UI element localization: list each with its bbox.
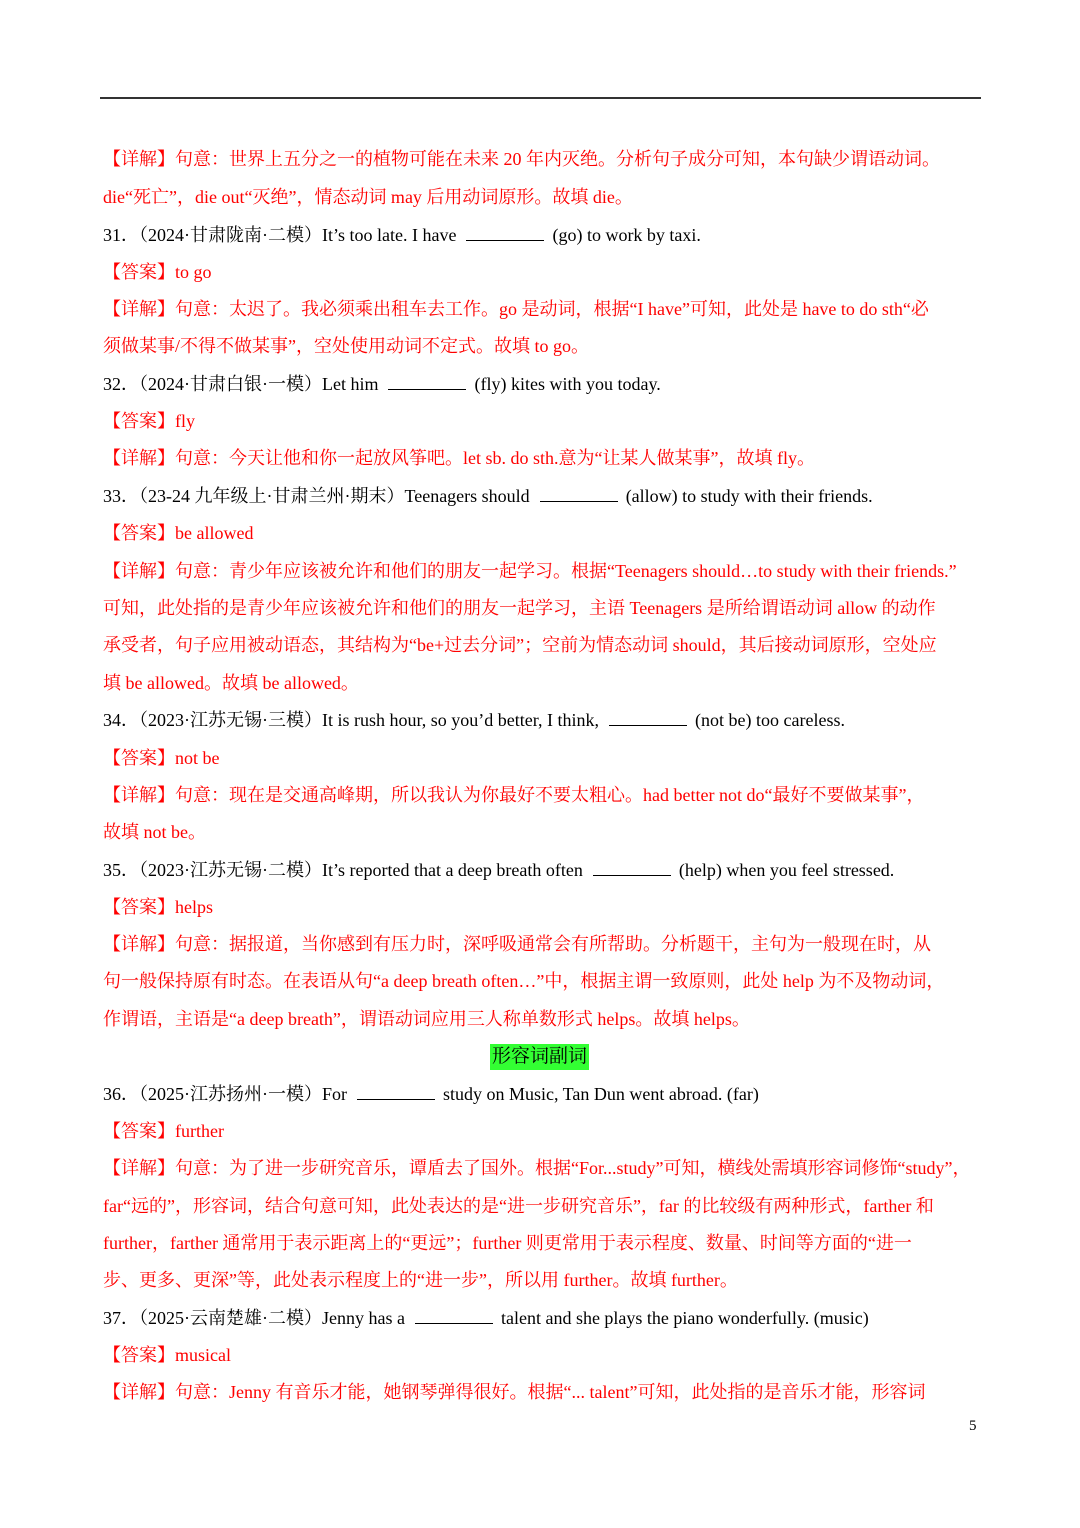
answer-35: 【答案】helps — [103, 897, 213, 917]
question-33: 33．（23-24 九年级上·甘肃兰州·期末）Teenagers should (allow) to study with their friends. — [103, 486, 873, 506]
explanation-34: 故填 not be。 — [103, 822, 206, 842]
explanation-33: 可知，此处指的是青少年应该被允许和他们的朋友一起学习，主语 Teenagers 是所给谓语动词 allow 的动作 — [103, 598, 936, 618]
question-32: 32．（2024·甘肃白银·一模）Let him (fly) kites with you today. — [103, 374, 661, 394]
fill-blank — [388, 375, 466, 390]
fill-blank — [357, 1085, 435, 1100]
fill-blank — [415, 1309, 493, 1324]
explanation-36: 步、更多、更深”等，此处表示程度上的“进一步”，所以用 further。故填 further。 — [103, 1270, 738, 1290]
fill-blank — [466, 226, 544, 241]
explanation-33: 填 be allowed。故填 be allowed。 — [103, 673, 359, 693]
fill-blank — [540, 487, 618, 502]
question-35: 35．（2023·江苏无锡·二模）It’s reported that a deep breath often (help) when you feel stressed. — [103, 860, 895, 880]
question-31: 31．（2024·甘肃陇南·二模）It’s too late. I have (go) to work by taxi. — [103, 225, 701, 245]
header-rule — [100, 97, 981, 99]
answer-31: 【答案】to go — [103, 262, 212, 282]
page-number: 5 — [969, 1418, 977, 1434]
question-36: 36．（2025·江苏扬州·一模）For study on Music, Tan Dun went abroad. (far) — [103, 1084, 759, 1104]
fill-blank — [609, 711, 687, 726]
fill-blank — [593, 861, 671, 876]
answer-32: 【答案】fly — [103, 411, 195, 431]
explanation-33: 【详解】句意：青少年应该被允许和他们的朋友一起学习。根据“Teenagers should…to study with their friends.” — [103, 561, 957, 581]
explanation-35: 【详解】句意：据报道，当你感到有压力时，深呼吸通常会有所帮助。分析题干，主句为一般现在时，从 — [103, 934, 931, 954]
explanation-31: 须做某事/不得不做某事”，空处使用动词不定式。故填 to go。 — [103, 336, 589, 356]
question-37: 37．（2025·云南楚雄·二模）Jenny has a talent and she plays the piano wonderfully. (music) — [103, 1308, 869, 1328]
question-34: 34．（2023·江苏无锡·三模）It is rush hour, so you’d better, I think, (not be) too careless. — [103, 710, 845, 730]
explanation-line: die“死亡”，die out“灭绝”，情态动词 may 后用动词原形。故填 die。 — [103, 187, 633, 207]
explanation-34: 【详解】句意：现在是交通高峰期，所以我认为你最好不要太粗心。had better not do“最好不要做某事”， — [103, 785, 925, 805]
explanation-36: far“远的”，形容词，结合句意可知，此处表达的是“进一步研究音乐”，far 的比较级有两种形式，farther 和 — [103, 1196, 934, 1216]
answer-36: 【答案】further — [103, 1121, 224, 1141]
answer-34: 【答案】not be — [103, 748, 220, 768]
explanation-35: 作谓语，主语是“a deep breath”，谓语动词应用三人称单数形式 helps。故填 helps。 — [103, 1009, 750, 1029]
section-heading: 形容词副词 — [490, 1044, 589, 1070]
explanation-35: 句一般保持原有时态。在表语从句“a deep breath often…”中，根据主谓一致原则，此处 help 为不及物动词， — [103, 971, 945, 991]
explanation-37: 【详解】句意：Jenny 有音乐才能，她钢琴弹得很好。根据“... talent”可知，此处指的是音乐才能，形容词 — [103, 1382, 926, 1402]
explanation-36: 【详解】句意：为了进一步研究音乐，谭盾去了国外。根据“For...study”可知，横线处需填形容词修饰“study”， — [103, 1158, 971, 1178]
explanation-line: 【详解】句意：世界上五分之一的植物可能在未来 20 年内灭绝。分析句子成分可知，本句缺少谓语动词。 — [103, 149, 940, 169]
explanation-36: further，farther 通常用于表示距离上的“更远”；further 则更常用于表示程度、数量、时间等方面的“进一 — [103, 1233, 912, 1253]
explanation-32: 【详解】句意：今天让他和你一起放风筝吧。let sb. do sth.意为“让某人做某事”，故填 fly。 — [103, 448, 815, 468]
answer-37: 【答案】musical — [103, 1345, 231, 1365]
explanation-31: 【详解】句意：太迟了。我必须乘出租车去工作。go 是动词，根据“I have”可知，此处是 have to do sth“必 — [103, 299, 929, 319]
answer-33: 【答案】be allowed — [103, 523, 254, 543]
explanation-33: 承受者，句子应用被动语态，其结构为“be+过去分词”；空前为情态动词 should，其后接动词原形，空处应 — [103, 635, 937, 655]
